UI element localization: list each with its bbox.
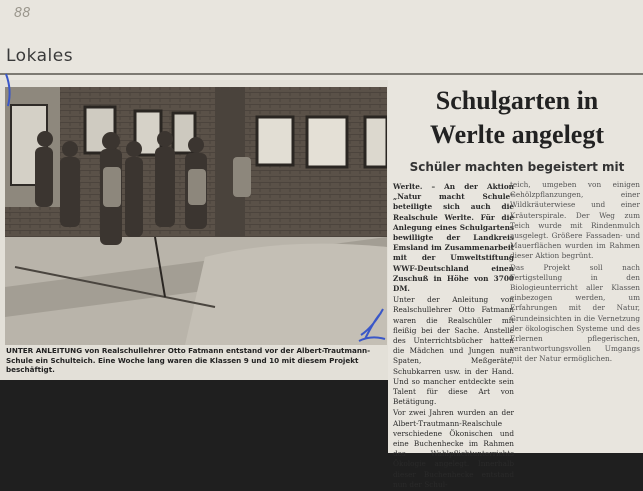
article-subheadline: Schüler machten begeistert mit bbox=[409, 160, 625, 174]
blue-pen-mark-left bbox=[2, 70, 22, 110]
clipping-header bbox=[0, 0, 643, 80]
paragraph-2: Unter der Anleitung von Realschullehrer Otto Fatmann waren die Realschüler mit fleißig bei der Sache. Anstelle des Unterrichtsbücher hatten die Mädchen und Jungen nun Spaten, Meßgeräte, Schubkarren usw. in der Hand. Und so mancher entdeckte sein Talent für diese Art von Betätigung. bbox=[393, 295, 514, 407]
article-column-1 bbox=[393, 182, 514, 491]
paragraph-5: Das Projekt soll nach Fertigstellung in den Biologieunterricht aller Klassen einbezogen werden, um Erfahrungen mit der Natur, Grundeinsichten in die Vernetzung der ökologischen Systeme und des Erlernen pflegerischen, verantwortungsvollen Umgangs mit der Natur ermöglichen. bbox=[510, 262, 640, 364]
section-label: Lokales bbox=[6, 46, 74, 66]
paragraph-1-tail: WWF-Deutschland einen Zuschuß in Höhe von 3700 DM. bbox=[393, 263, 514, 294]
article-photo bbox=[5, 87, 387, 345]
photo-illustration bbox=[5, 87, 387, 345]
photo-caption: UNTER ANLEITUNG von Realschullehrer Otto Fatmann entstand vor der Albert-Trautmann-Schule ein Schulteich. Eine Woche lang waren die Klassen 9 und 10 mit diesem Projekt beschäftigt. bbox=[6, 346, 371, 374]
article-column-2 bbox=[510, 180, 640, 366]
article-headline bbox=[392, 84, 642, 152]
paragraph-3: Vor zwei Jahren wurden an der Albert-Trautmann-Realschule verschiedene Ökonischen und eine Buchenhecke im Rahmen des Wahlpflichtunterrichts Ökologie angelegt. Innerhalb dieser Buchenhecke entstand nun der Schul- bbox=[393, 408, 514, 489]
section-rule bbox=[0, 73, 643, 75]
blue-pen-mark bbox=[355, 305, 389, 345]
headline-line-2: Werlte angelegt bbox=[430, 120, 604, 149]
paragraph-1 bbox=[393, 182, 514, 294]
dateline: Werlte. – bbox=[393, 182, 436, 191]
paragraph-4: teich, umgeben von einigen Gehölzpflanzungen, einer Wildkräuterwiese und einer Kräuterspirale. Der Weg zum Teich wurde mit Rindenmulch ausgelegt. Größere Fassaden- und Mauerflächen wurden im Rahmen dieser Aktion begrünt. bbox=[510, 180, 640, 261]
pencil-mark: 88 bbox=[14, 6, 31, 21]
paragraph-1-text: An der Aktion „Natur macht Schule" beteiligte sich auch die Realschule Werlte. Für die Anlegung eines Schulgartens bewilligte der Landkreis Emsland im Zusammenarbeit mit der Umweltstiftung bbox=[393, 182, 514, 263]
headline-line-1: Schulgarten in bbox=[435, 86, 599, 115]
